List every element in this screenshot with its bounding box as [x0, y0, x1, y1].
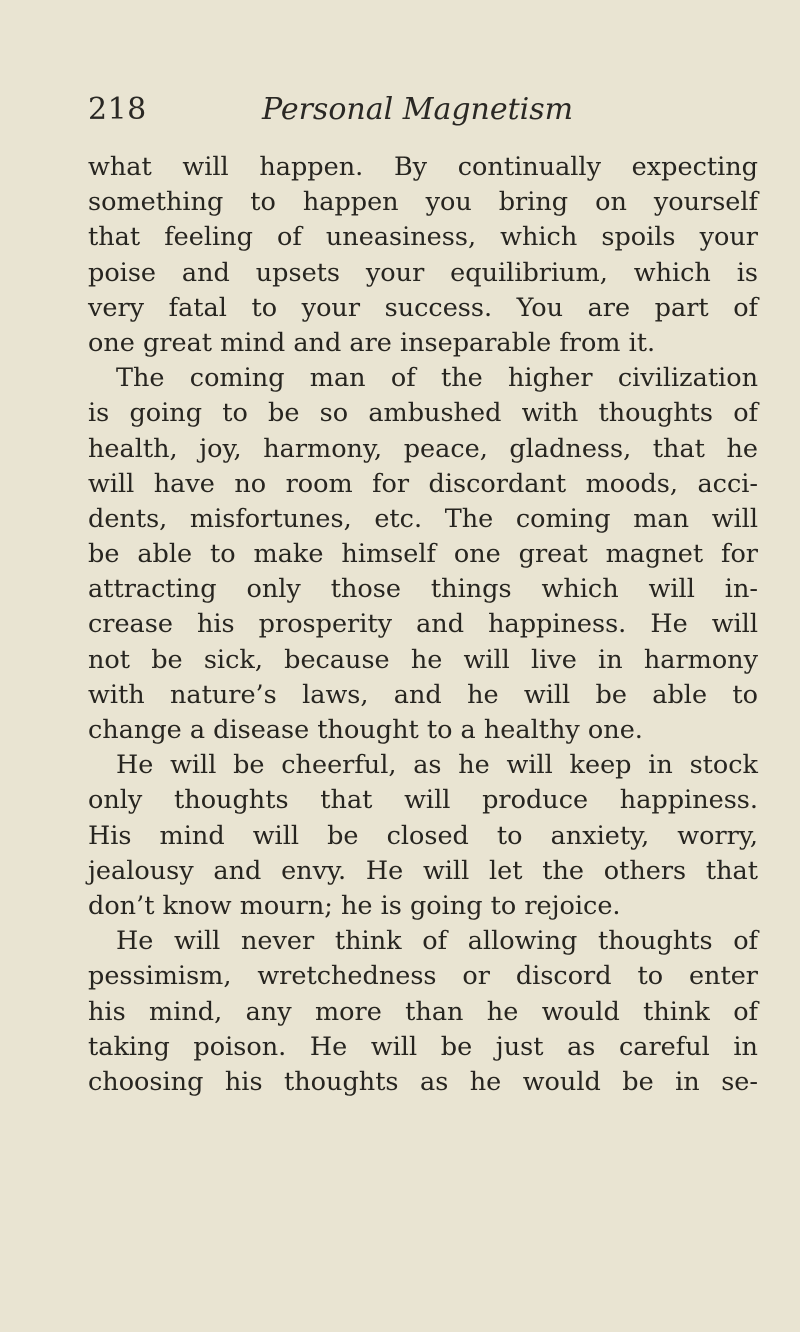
text-line: only thoughts that will produce happiness.	[88, 785, 758, 816]
text-line: not be sick, because he will live in harmony	[88, 644, 758, 675]
text-line: His mind will be closed to anxiety, worry,	[88, 820, 758, 851]
running-title: Personal Magnetism	[262, 92, 574, 127]
text-line: crease his prosperity and happiness. He will	[88, 609, 758, 640]
text-line: attracting only those things which will in-	[88, 574, 758, 605]
body-text	[88, 150, 758, 1100]
text-line: be able to make himself one great magnet for	[88, 539, 758, 570]
text-line: dents, misfortunes, etc. The coming man will	[88, 503, 758, 534]
text-line: will have no room for discordant moods, acci-	[88, 468, 758, 499]
text-line: He will be cheerful, as he will keep in stock	[116, 750, 758, 781]
text-line: change a disease thought to a healthy one.	[88, 715, 643, 745]
text-line: very fatal to your success. You are part of	[88, 292, 758, 323]
text-line: one great mind and are inseparable from it.	[88, 327, 656, 358]
text-line: poise and upsets your equilibrium, which is	[88, 257, 758, 288]
text-line: don’t know mourn; he is going to rejoice.	[88, 890, 621, 921]
text-line: choosing his thoughts as he would be in se-	[88, 1066, 758, 1097]
text-line: what will happen. By continually expecting	[88, 152, 758, 182]
text-line: that feeling of uneasiness, which spoils your	[88, 222, 758, 253]
page-number: 218	[88, 92, 147, 127]
text-line: is going to be so ambushed with thoughts of	[88, 398, 758, 429]
text-line: his mind, any more than he would think of	[88, 996, 758, 1027]
running-head	[88, 92, 748, 136]
text-line: The coming man of the higher civilization	[116, 363, 758, 394]
text-line: pessimism, wretchedness or discord to enter	[88, 961, 758, 992]
text-line: health, joy, harmony, peace, gladness, that he	[88, 433, 758, 464]
text-line: with nature’s laws, and he will be able to	[88, 679, 758, 710]
text-line: jealousy and envy. He will let the others that	[88, 855, 758, 886]
text-line: something to happen you bring on yourself	[88, 187, 758, 218]
text-line: He will never think of allowing thoughts of	[116, 926, 758, 957]
text-line: taking poison. He will be just as careful in	[88, 1031, 758, 1062]
